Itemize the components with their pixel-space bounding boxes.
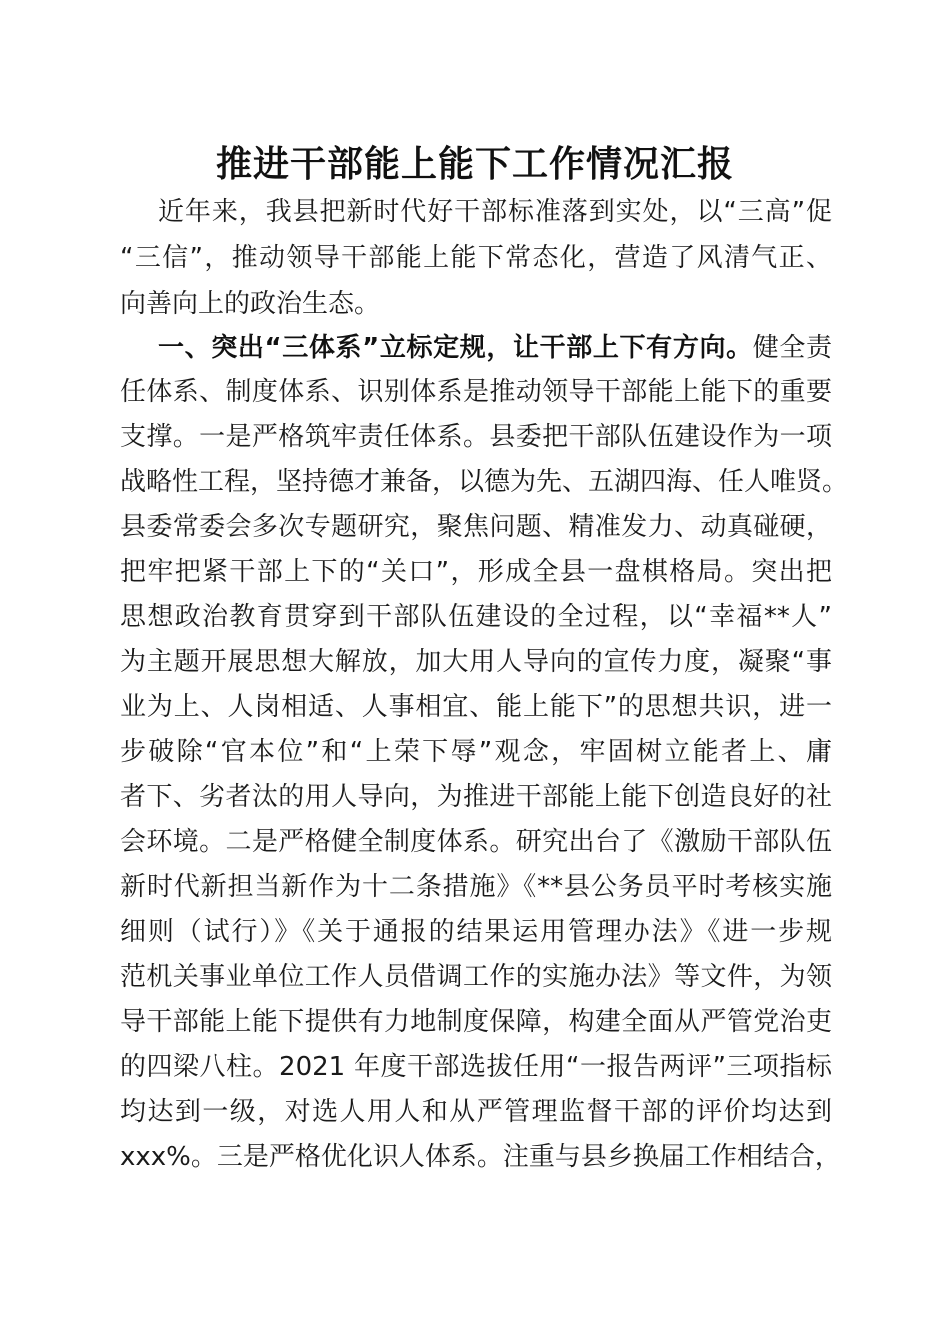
body-line: 战略性工程，坚持德才兼备，以德为先、五湖四海、任人唯贤。: [120, 467, 849, 497]
body-line: 为主题开展思想大解放，加大用人导向的宣传力度，凝聚“事: [120, 647, 832, 677]
body-line: 导干部能上能下提供有力地制度保障，构建全面从严管党治吏: [120, 1007, 832, 1037]
body-line: 把牢把紧干部上下的“关口”，形成全县一盘棋格局。突出把: [120, 557, 832, 587]
body-line: 者下、劣者汰的用人导向，为推进干部能上能下创造良好的社: [120, 782, 832, 812]
body-line: 均达到一级，对选人用人和从严管理监督干部的评价均达到: [120, 1097, 832, 1127]
body-line: 任体系、制度体系、识别体系是推动领导干部能上能下的重要: [120, 377, 832, 407]
body-line: 县委常委会多次专题研究，聚焦问题、精准发力、动真碰硬，: [120, 512, 832, 542]
intro-line: “三信”，推动领导干部能上能下常态化，营造了风清气正、: [120, 243, 832, 273]
body-line: 会环境。二是严格健全制度体系。研究出台了《激励干部队伍: [120, 827, 832, 857]
body-line: 支撑。一是严格筑牢责任体系。县委把干部队伍建设作为一项: [120, 422, 832, 452]
intro-line: 向善向上的政治生态。: [120, 289, 381, 319]
section-1-first-line: [158, 326, 832, 370]
body-line: 范机关事业单位工作人员借调工作的实施办法》等文件，为领: [120, 962, 832, 992]
body-line: 新时代新担当新作为十二条措施》《**县公务员平时考核实施: [120, 872, 832, 902]
body-line: 思想政治教育贯穿到干部队伍建设的全过程，以“幸福**人”: [120, 602, 832, 632]
intro-line: 近年来，我县把新时代好干部标准落到实处，以“三高”促: [158, 197, 832, 227]
document-title: 推进干部能上能下工作情况汇报: [215, 143, 734, 185]
body-line: 业为上、人岗相适、人事相宜、能上能下”的思想共识，进一: [120, 692, 832, 722]
section-1-heading: 一、突出“三体系”立标定规，让干部上下有方向。: [158, 333, 753, 363]
body-line: 的四梁八柱。2021 年度干部选拔任用“一报告两评”三项指标: [120, 1052, 832, 1082]
section-1-first-line-rest: 健全责: [752, 333, 832, 363]
body-line: xxx%。三是严格优化识人体系。注重与县乡换届工作相结合，: [120, 1142, 841, 1172]
body-line: 细则（试行）》《关于通报的结果运用管理办法》《进一步规: [120, 917, 832, 947]
body-line: 步破除“官本位”和“上荣下辱”观念，牢固树立能者上、庸: [120, 737, 832, 767]
